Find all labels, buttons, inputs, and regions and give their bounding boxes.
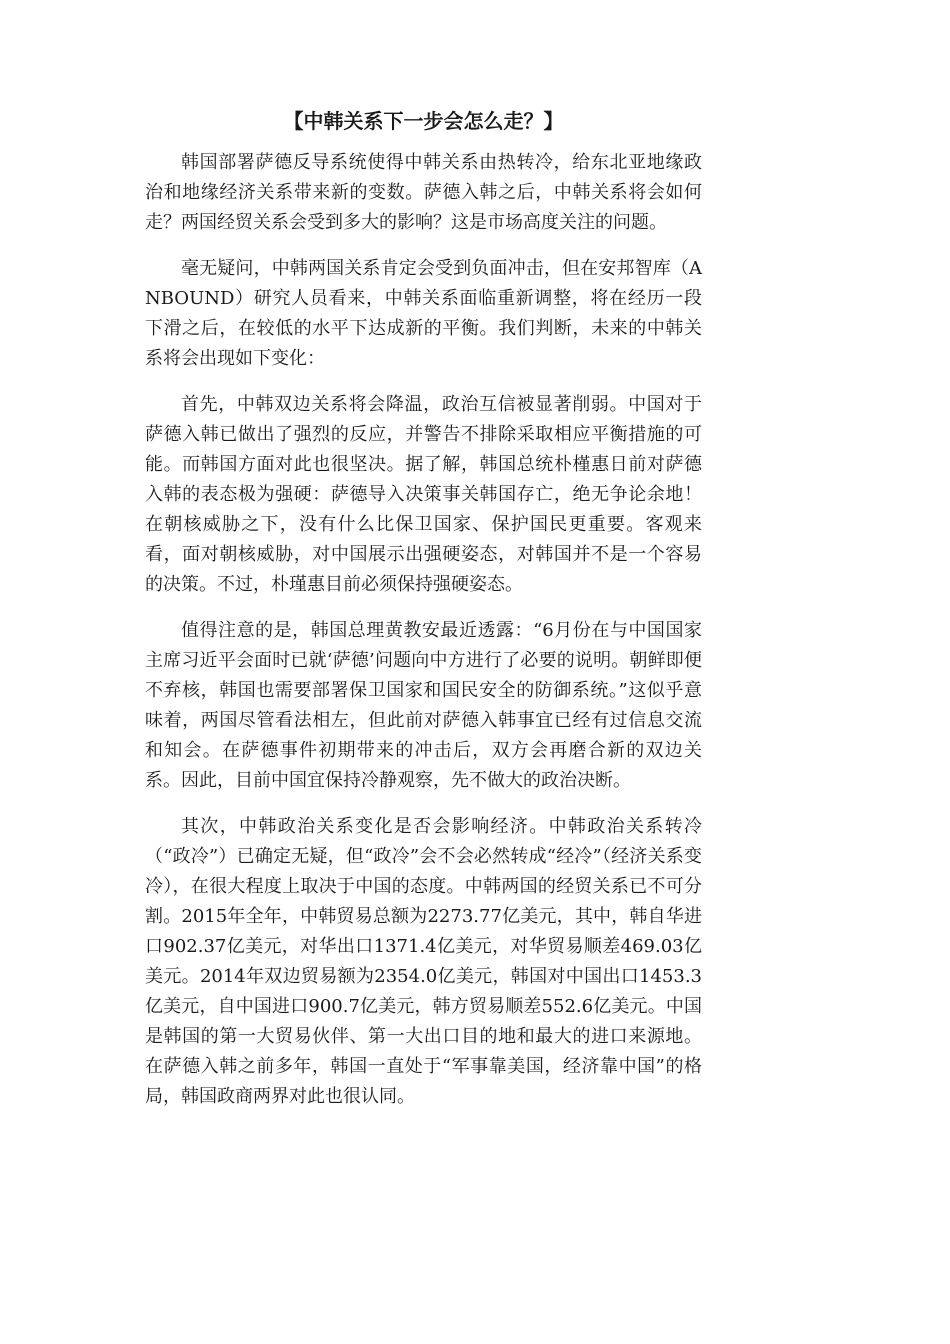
document-title: 【中韩关系下一步会怎么走？】 (283, 109, 564, 133)
paragraph: 首先，中韩双边关系将会降温，政治互信被显著削弱。中国对于萨德入韩已做出了强烈的反应，并警告不排除采取相应平衡措施的可能。而韩国方面对此也很坚决。据了解，韩国总统朴槿惠日前对萨德入韩的表态极为强硬：萨德导入决策事关韩国存亡，绝无争论余地！在朝核威胁之下，没有什么比保卫国家、保护国民更重要。客观来看，面对朝核威胁，对中国展示出强硬姿态，对韩国并不是一个容易的决策。不过，朴瑾惠目前必须保持强硬姿态。 (145, 394, 702, 595)
paragraph: 其次，中韩政治关系变化是否会影响经济。中韩政治关系转冷（“政冷”）已确定无疑，但“政冷”会不会必然转成“经冷”（经济关系变冷），在很大程度上取决于中国的态度。中韩两国的经贸关系已不可分割。2015年全年，中韩贸易总额为2273.77亿美元，其中，韩自华进口902.37亿美元，对华出口1371.4亿美元，对华贸易顺差469.03亿美元。2014年双边贸易额为2354.0亿美元，韩国对中国出口1453.3亿美元，自中国进口900.7亿美元，韩方贸易顺差552.6亿美元。中国是韩国的第一大贸易伙伴、第一大出口目的地和最大的进口来源地。在萨德入韩之前多年，韩国一直处于“军事靠美国，经济靠中国”的格局，韩国政商两界对此也很认同。 (145, 816, 702, 1107)
paragraph: 毫无疑问，中韩两国关系肯定会受到负面冲击，但在安邦智库（ANBOUND）研究人员看来，中韩关系面临重新调整，将在经历一段下滑之后，在较低的水平下达成新的平衡。我们判断，未来的中韩关系将会出现如下变化： (145, 258, 702, 369)
document-page (145, 106, 702, 1128)
paragraph: 值得注意的是，韩国总理黄教安最近透露：“6月份在与中国国家主席习近平会面时已就‘萨德’问题向中方进行了必要的说明。朝鲜即便不弃核，韩国也需要部署保卫国家和国民安全的防御系统。”这似乎意味着，两国尽管看法相左，但此前对萨德入韩事宜已经有过信息交流和知会。在萨德事件初期带来的冲击后，双方会再磨合新的双边关系。因此，目前中国宜保持冷静观察，先不做大的政治决断。 (145, 620, 702, 791)
paragraph: 韩国部署萨德反导系统使得中韩关系由热转冷，给东北亚地缘政治和地缘经济关系带来新的变数。萨德入韩之后，中韩关系将会如何走？两国经贸关系会受到多大的影响？这是市场高度关注的问题。 (145, 152, 702, 233)
